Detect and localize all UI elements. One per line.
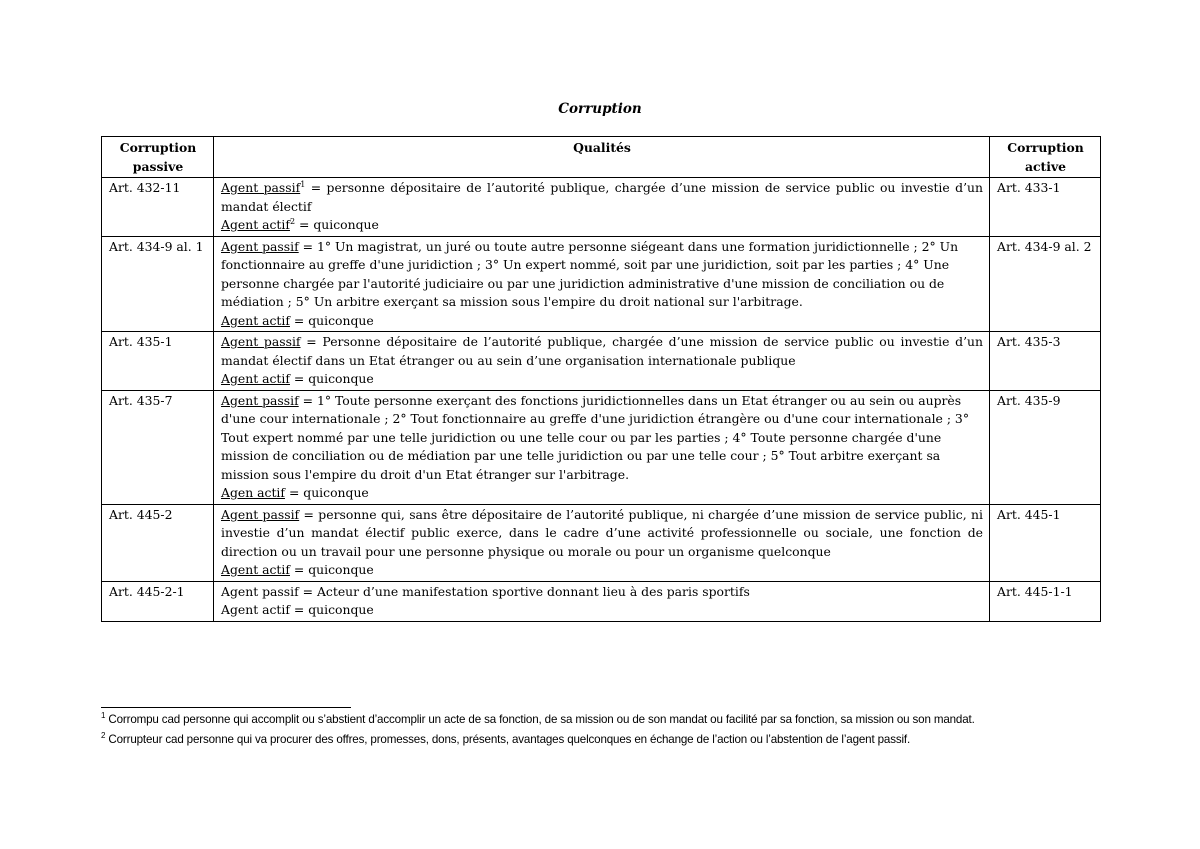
qualites-cell [214,581,990,621]
agent-passif-text: = 1° Un magistrat, un juré ou toute autre personne siégeant dans une formation juridictionnelle ; 2° Un fonctionnaire au greffe d'une juridiction ; 3° Un expert nommé, soit par une juridiction, soit par les parties ; 4° Une personne chargée par l'autorité judiciaire ou par une juridiction administrative d'une mission de conciliation ou de médiation ; 5° Un arbitre exerçant sa mission sous l'empire du droit national sur l'arbitrage. [221,238,959,309]
agent-actif-text: = quiconque [285,485,369,500]
footnote-2 [101,733,1111,747]
agent-passif-line [221,392,983,485]
agent-actif-label: Agent actif [221,217,290,232]
header-corruption-passive: Corruption passive [102,137,214,178]
header-corruption-active: Corruption active [990,137,1101,178]
qualites-cell [214,504,990,581]
agent-actif-label: Agent actif [221,371,290,386]
agent-passif-text: = Acteur d’une manifestation sportive donnant lieu à des paris sportifs [298,583,750,599]
table-row [102,504,1101,581]
agent-actif-text: = quiconque [289,602,374,617]
qualites-cell [214,178,990,237]
agent-passif-text: = personne qui, sans être dépositaire de l’autorité publique, ni chargée d’une mission de service public, ni investie d’un mandat électif public exerce, dans le cadre d’une activité professionnelle ou sociale, une fonction de direction ou un travail pour une personne physique ou morale ou pour un organisme quelconque [221,506,983,559]
active-article: Art. 435-9 [990,390,1101,504]
active-article: Art. 445-1-1 [990,581,1101,621]
agent-actif-text: = quiconque [289,562,374,577]
footnote-text: Corrupteur cad personne qui va procurer des offres, promesses, dons, présents, avantages quelconques en échange de l’action ou l’abstention de l’agent passif. [105,733,911,746]
agent-passif-line [221,179,983,216]
agent-passif-text: = personne dépositaire de l’autorité publique, chargée d’une mission de service public ou investie d’un mandat électif [221,180,983,214]
table-row [102,390,1101,504]
active-article: Art. 435-3 [990,332,1101,391]
agent-passif-text: = Personne dépositaire de l’autorité publique, chargée d’une mission de service public ou investie d’un mandat électif dans un Etat étranger ou au sein d’une organisation internationale publique [221,334,983,368]
agent-passif-line [221,506,983,562]
passive-article: Art. 435-1 [102,332,214,391]
agent-actif-line [221,216,983,235]
table-row [102,236,1101,332]
document-title: Corruption [558,101,642,117]
passive-article: Art. 445-2-1 [102,581,214,621]
agent-passif-label: Agent passif [221,583,299,599]
passive-article: Art. 445-2 [102,504,214,581]
agent-passif-label: Agent passif [221,506,300,522]
active-article: Art. 433-1 [990,178,1101,237]
agent-passif-line [221,238,983,312]
passive-article: Art. 432-11 [102,178,214,237]
qualites-cell [214,332,990,391]
qualites-cell [214,236,990,332]
footnote-separator [101,707,351,708]
agent-actif-label: Agent actif [221,312,290,328]
agent-actif-label: Agen actif [221,485,285,500]
agent-passif-label: Agent passif [221,238,299,254]
table-header-row [102,137,1101,178]
agent-passif-text: = 1° Toute personne exerçant des fonctions juridictionnelles dans un Etat étranger ou au sein ou auprès d'une cour internationale ; 2° Tout fonctionnaire au greffe d'une juridiction étrangère ou d'une cour internationale ; 3° Tout expert nommé par une telle juridiction ou une telle cour ou par les parties ; 4° Toute personne chargée d'une mission de conciliation ou de médiation par une telle juridiction ou par une telle cour ; 5° Tout arbitre exerçant sa mission sous l'empire du droit d'un Etat étranger sur l'arbitrage. [221,392,970,482]
agent-actif-text: = quiconque [289,312,374,328]
agent-actif-label: Agent actif [221,602,290,617]
footnote-number: 2 [101,731,106,741]
footnote-1 [101,713,1111,727]
agent-actif-text: = quiconque [289,371,374,386]
table-row [102,332,1101,391]
corruption-table [101,136,1101,622]
footnote-text: Corrompu cad personne qui accomplit ou s’abstient d’accomplir un acte de sa fonction, de sa mission ou de son mandat ou facilité par sa fonction, sa mission ou son mandat. [105,713,975,726]
agent-actif-line [221,312,983,331]
header-qualites: Qualités [214,137,990,178]
passive-article: Art. 435-7 [102,390,214,504]
active-article: Art. 434-9 al. 2 [990,236,1101,332]
footnote-ref: 1 [300,179,306,189]
active-article: Art. 445-1 [990,504,1101,581]
agent-actif-line [221,601,983,620]
agent-actif-line [221,561,983,580]
qualites-cell [214,390,990,504]
agent-passif-line [221,333,983,370]
footnote-ref: 2 [289,216,296,226]
footnote-number: 1 [101,711,106,721]
table-row [102,581,1101,621]
agent-actif-line [221,370,983,389]
agent-passif-label: Agent passif [221,180,301,195]
agent-passif-label: Agent passif [221,392,299,408]
agent-passif-line [221,583,983,602]
passive-article: Art. 434-9 al. 1 [102,236,214,332]
agent-actif-label: Agent actif [221,562,290,577]
table-row [102,178,1101,237]
agent-actif-text: = quiconque [295,217,379,232]
agent-passif-label: Agent passif [221,334,301,349]
agent-actif-line [221,484,983,503]
